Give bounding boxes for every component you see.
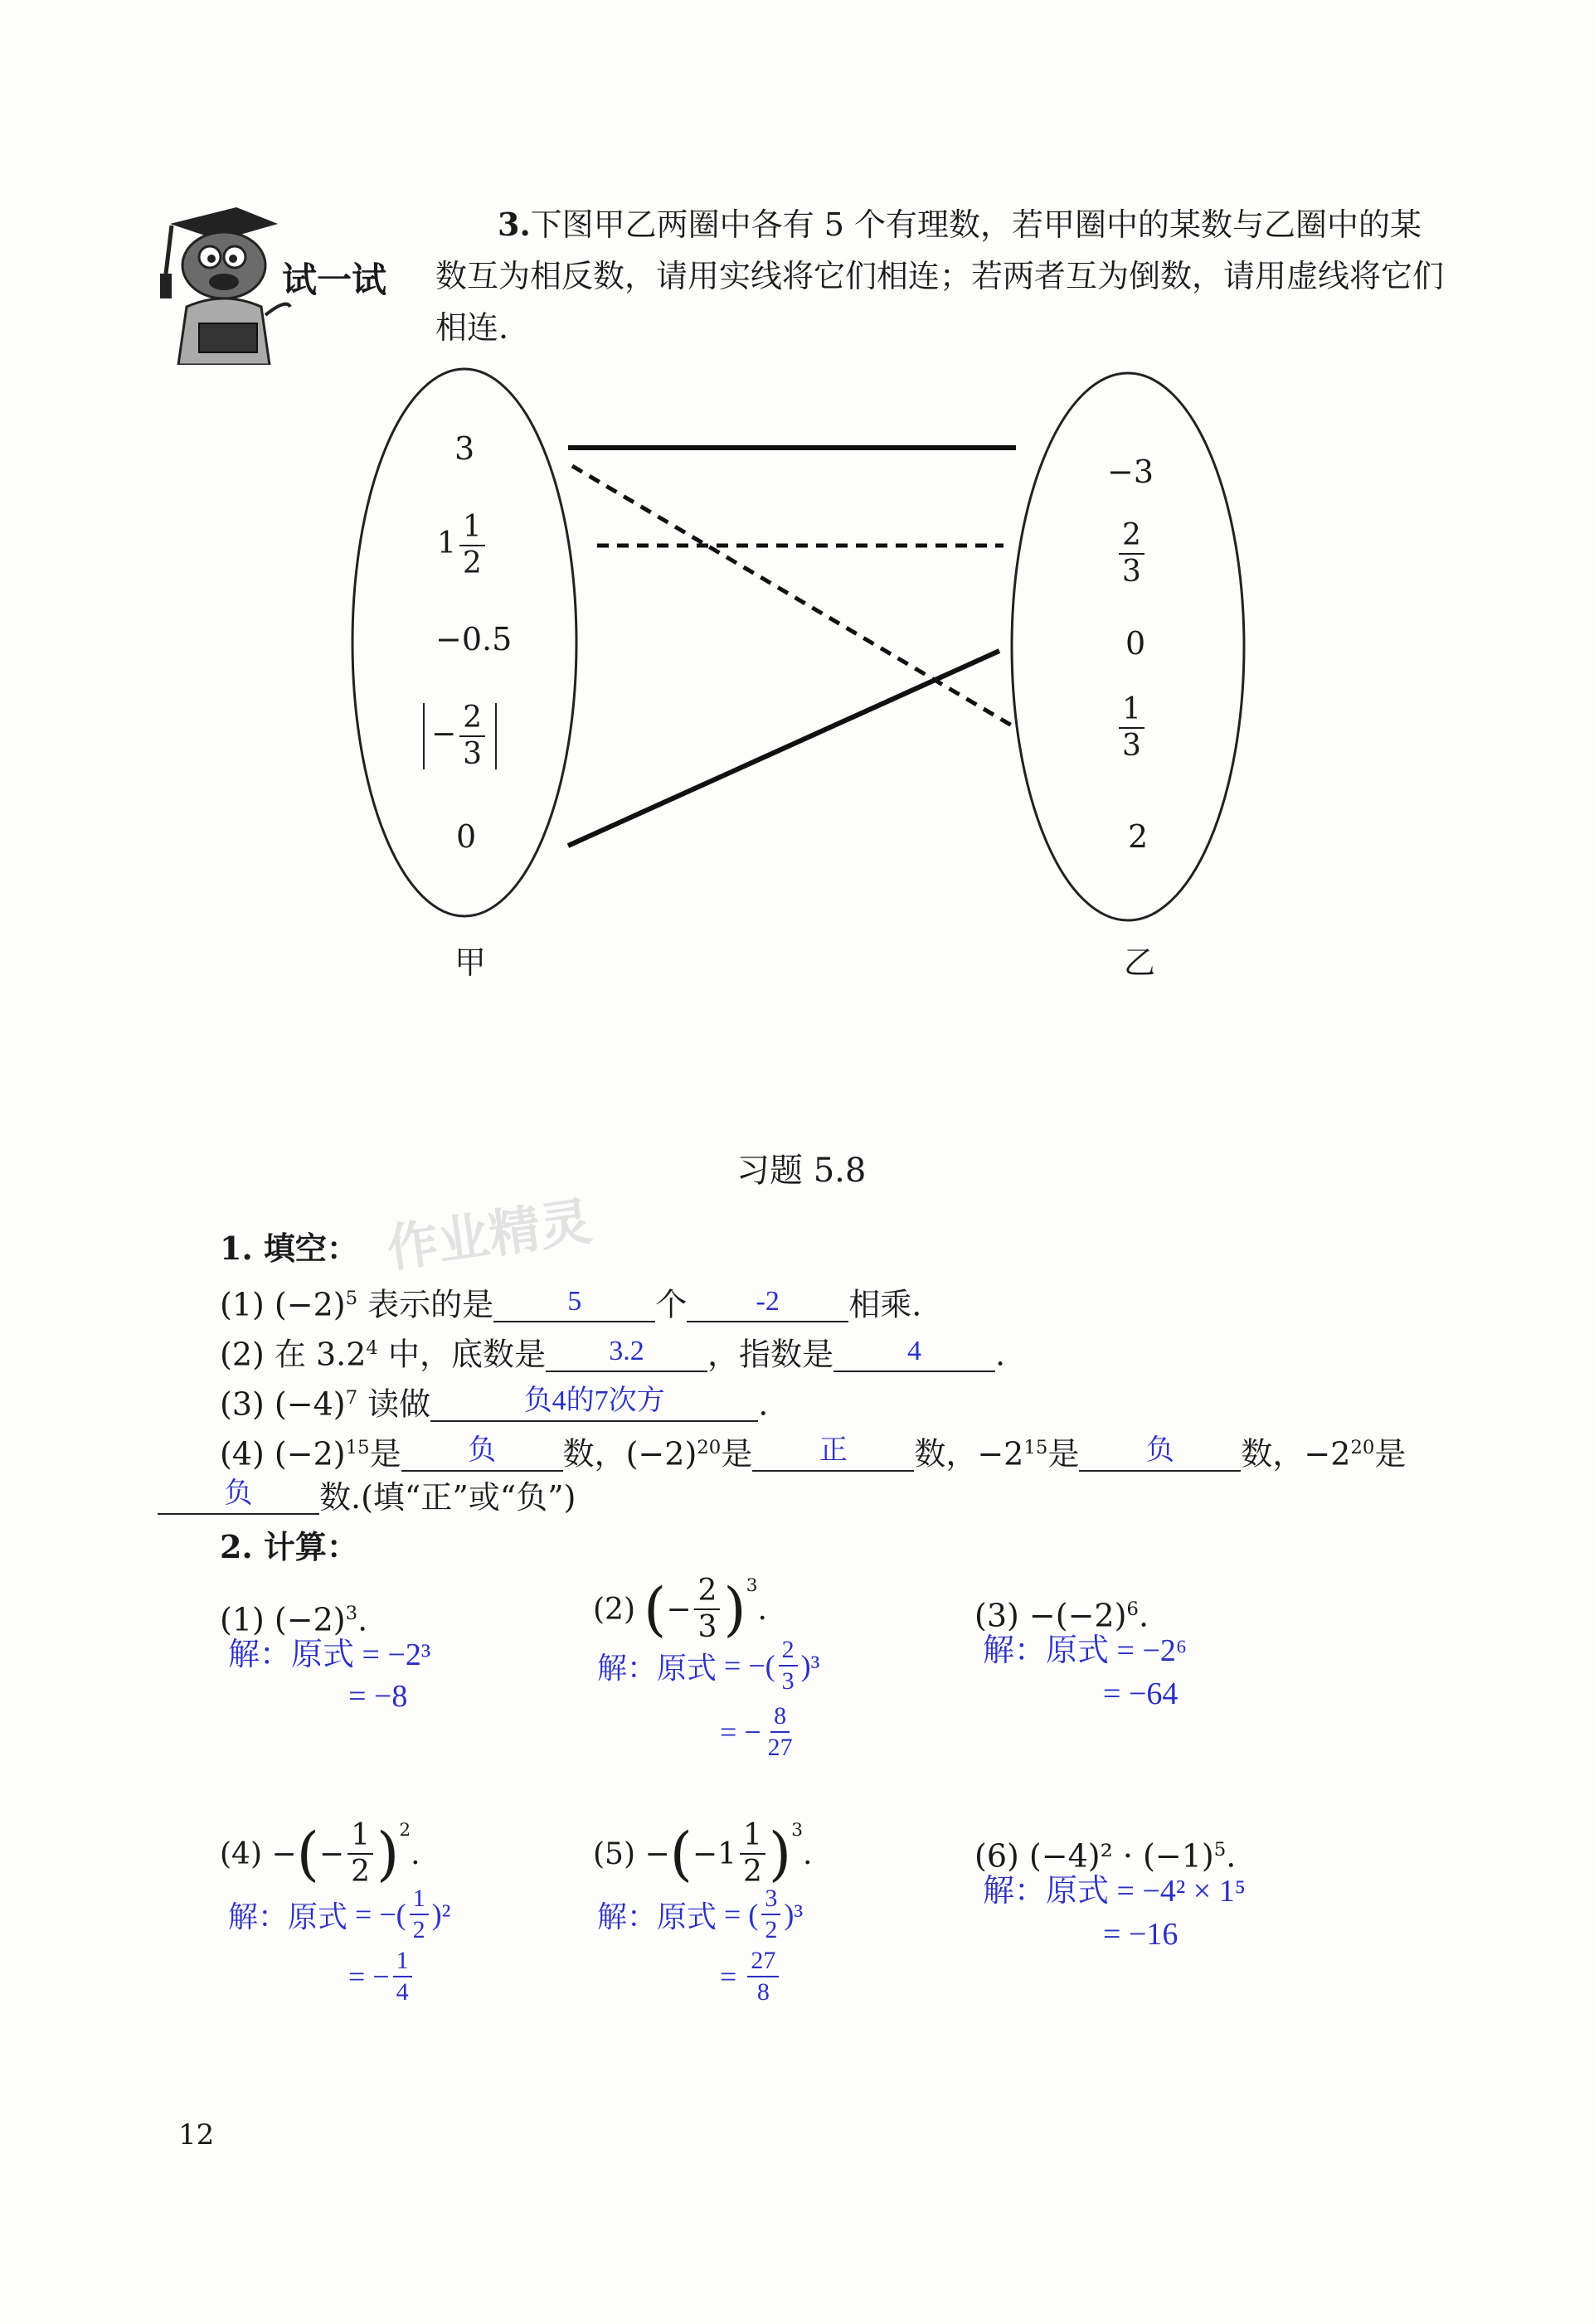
answer-sign-2[interactable]: 正	[819, 1434, 848, 1466]
dashed-line-3-to-one-third	[572, 466, 1016, 728]
calc-1-step-1: 解：原式 = −2³	[228, 1637, 431, 1672]
solid-line-abs-to-zero	[568, 651, 999, 846]
calc-2-label: (2) ( − $\frac{2}{3}$ ) $^3$ .	[593, 1574, 767, 1644]
right-circle-label: 乙	[1124, 944, 1156, 981]
answer-exponent[interactable]: 4	[907, 1335, 922, 1366]
matching-diagram	[0, 365, 1594, 1012]
calc-6-label: (6) $(-4)^2 \cdot (-1)^5$.	[974, 1837, 1237, 1875]
q1-part-3: (3) $(-4)^7$ 读做 负4的7次方 .	[220, 1372, 768, 1430]
calc-2-step-1: 解：原式 = −( $\frac{2}{3}$ )³	[597, 1636, 820, 1695]
left-value-0: 0	[456, 818, 477, 855]
page-number: 12	[178, 2118, 215, 2152]
answer-sign-4[interactable]: 负	[224, 1478, 253, 1509]
calc-2-step-2: = − $\frac{8}{27}$	[720, 1702, 793, 1761]
answer-sign-1[interactable]: 负	[468, 1434, 497, 1466]
calc-6-step-1: 解：原式 = −4² × 1⁵	[983, 1874, 1246, 1909]
answer-base[interactable]: 3.2	[609, 1335, 644, 1366]
calc-6-step-2: = −16	[1103, 1917, 1178, 1952]
answer-reading[interactable]: 负4的7次方	[523, 1385, 665, 1416]
problem-text: 下图甲乙两圈中各有 5 个有理数，若甲圈中的某数与乙圈中的某	[530, 206, 1422, 243]
mascot	[153, 199, 294, 365]
answer-factor[interactable]: -2	[756, 1285, 780, 1317]
calc-3-step-1: 解：原式 = −2⁶	[983, 1633, 1188, 1668]
q1-part-4: (4) $(-2)^{15}$是 负 数，$(-2)^{20}$是 正 数，$-2^{15}$是 负 数，$-2^{20}$是	[220, 1422, 1406, 1480]
right-value-0: 0	[1125, 625, 1146, 662]
q2-heading: 2. 计算：	[220, 1528, 358, 1565]
problem-3-line-1	[498, 199, 1421, 250]
q1-part-1: (1) $(-2)^5$ 表示的是 5 个 -2 相乘.	[220, 1273, 921, 1331]
calc-5-step-1: 解：原式 = ( $\frac{3}{2}$ )³	[597, 1885, 804, 1943]
calc-4-step-2: = − $\frac{1}{4}$	[348, 1948, 416, 2005]
problem-number: 3.	[498, 206, 531, 243]
left-value-3: 3	[454, 430, 475, 467]
watermark: 作业精灵	[382, 1191, 595, 1279]
calc-4-label: (4) − ( − $\frac{1}{2}$ ) $^2$ .	[220, 1818, 420, 1889]
right-value-minus3: −3	[1107, 454, 1154, 490]
mascot-icon	[153, 199, 294, 365]
calc-5-label: (5) − ( − 1 $\frac{1}{2}$ ) $^3$ .	[593, 1818, 813, 1889]
answer-sign-3[interactable]: 负	[1145, 1434, 1174, 1466]
q1-part-2: (2) 在 $3.2^4$ 中，底数是 3.2 ，指数是 4 .	[220, 1322, 1005, 1380]
q1-part-4-cont: 负 数.(填“正”或“负”)	[158, 1472, 576, 1523]
calc-5-step-2: = $\frac{27}{8}$	[720, 1948, 782, 2005]
problem-3-line-2: 数互为相反数，请用实线将它们相连；若两者互为倒数，请用虚线将它们	[435, 258, 1445, 294]
calc-3-label: $(3) -(-2)^6$.	[974, 1597, 1149, 1634]
left-value-minus-half: −0.5	[435, 621, 513, 657]
right-value-one-third: $\frac{1}{3}$	[1115, 695, 1148, 761]
problem-3-line-3: 相连.	[435, 309, 509, 346]
calc-4-step-1: 解：原式 = −( $\frac{1}{2}$ )²	[228, 1885, 451, 1943]
calc-1-step-2: = −8	[348, 1679, 408, 1714]
left-value-abs: − $\frac{2}{3}$	[423, 703, 497, 769]
q1-heading: 1. 填空：	[220, 1230, 358, 1267]
answer-count[interactable]: 5	[567, 1285, 582, 1317]
exercise-title: 习题 5.8	[736, 1152, 867, 1190]
mascot-label: 试一试	[282, 260, 387, 300]
calc-3-step-2: = −64	[1103, 1676, 1178, 1711]
right-value-two-thirds: $\frac{2}{3}$	[1115, 521, 1148, 587]
calc-1-label: (1) $(-2)^3$.	[220, 1601, 368, 1638]
left-circle-label: 甲	[454, 944, 487, 981]
right-value-2: 2	[1128, 818, 1149, 855]
left-value-mixed: 1 $\frac{1}{2}$	[437, 512, 488, 579]
